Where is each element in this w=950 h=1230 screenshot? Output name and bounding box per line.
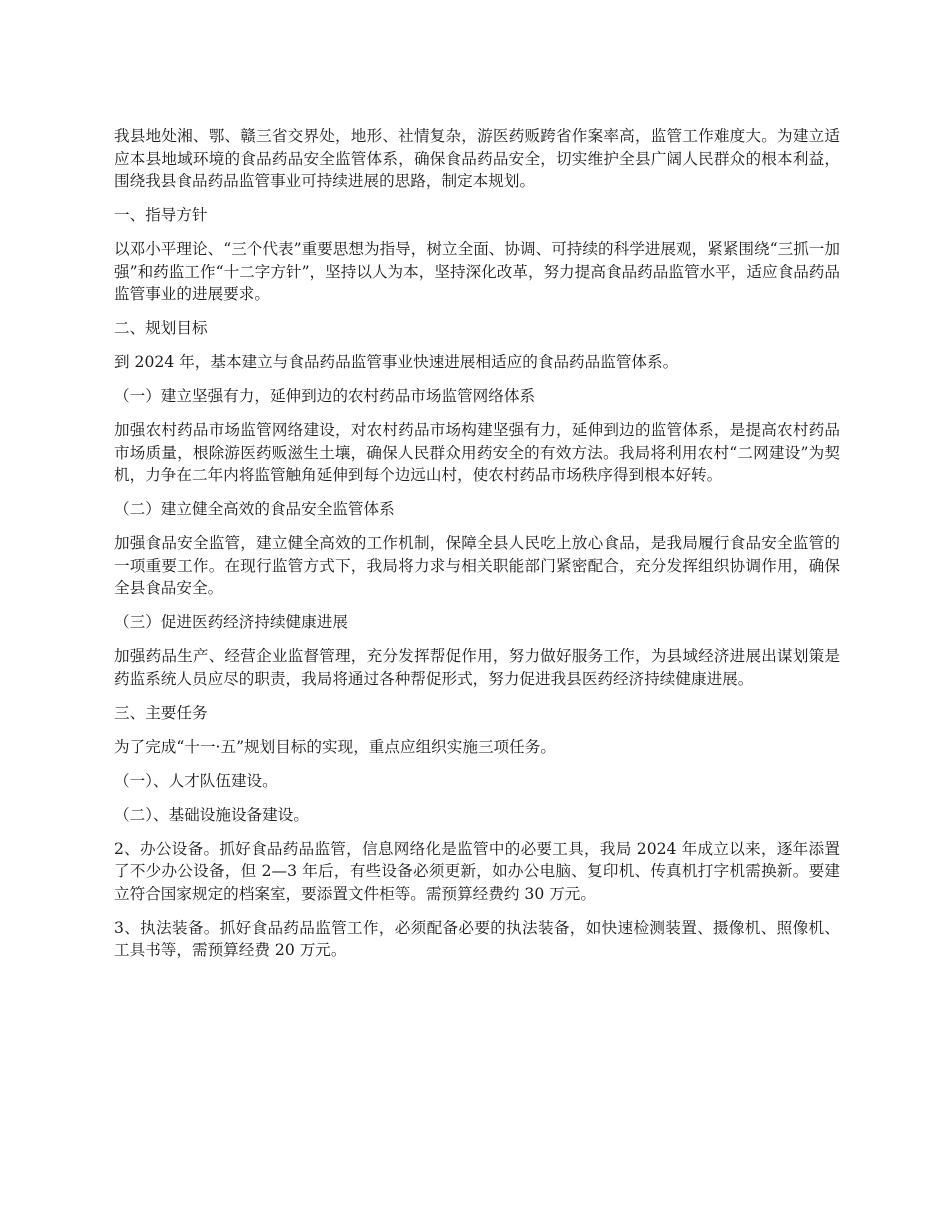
document-body [114, 125, 840, 973]
subheading-pharma-economy: （三）促进医药经济持续健康进展 [114, 613, 348, 631]
subheading-food-safety: （二）建立健全高效的食品安全监管体系 [114, 500, 395, 518]
section-heading-planning-goals: 二、规划目标 [114, 319, 208, 337]
rural-drug-market-paragraph: 加强农村药品市场监管网络建设，对农村药品市场构建坚强有力，延伸到边的监管体系，是提高农村药品市场质量，根除游医药贩滋生土壤，确保人民群众用药安全的有效方法。我局将利用农村“二网建设”为契机，力争在二年内将监管触角延伸到每个边远山村，使农村药品市场秩序得到根本好转。 [114, 421, 840, 484]
pharma-economy-paragraph: 加强药品生产、经营企业监督管理，充分发挥帮促作用，努力做好服务工作，为县域经济进展出谋划策是药监系统人员应尽的职责，我局将通过各种帮促形式，努力促进我县医药经济持续健康进展。 [114, 647, 840, 688]
section-heading-guiding-principles: 一、指导方针 [114, 206, 208, 224]
intro-paragraph: 我县地处湘、鄂、赣三省交界处，地形、社情复杂，游医药贩跨省作案率高，监管工作难度大。为建立适应本县地域环境的食品药品安全监管体系，确保食品药品安全，切实维护全县广阔人民群众的根本利益，围绕我县食品药品监管事业可持续进展的思路，制定本规划。 [114, 127, 840, 190]
main-tasks-paragraph: 为了完成“十一·五”规划目标的实现，重点应组织实施三项任务。 [114, 737, 556, 756]
office-equipment-paragraph: 2、办公设备。抓好食品药品监管，信息网络化是监管中的必要工具，我局 2024 年成立以来，逐年添置了不少办公设备，但 2—3 年后，有些设备必须更新，如办公电脑、复印机、传真机打字机需换新。要建立符合国家规定的档案室，要添置文件柜等。需预算经费约 30 万元。 [114, 839, 840, 903]
food-safety-paragraph: 加强食品安全监管，建立健全高效的工作机制，保障全县人民吃上放心食品，是我局履行食品安全监管的一项重要工作。在现行监管方式下，我局将力求与相关职能部门紧密配合，充分发挥组织协调作用，确保全县食品安全。 [114, 534, 840, 597]
planning-goals-paragraph: 到 2024 年，基本建立与食品药品监管事业快速进展相适应的食品药品监管体系。 [114, 353, 679, 371]
subheading-rural-drug-market: （一）建立坚强有力，延伸到边的农村药品市场监管网络体系 [114, 387, 536, 405]
law-enforcement-equipment-paragraph: 3、执法装备。抓好食品药品监管工作，必须配备必要的执法装备，如快速检测装置、摄像机、照像机、工具书等，需预算经费 20 万元。 [114, 918, 840, 959]
guiding-principles-paragraph: 以邓小平理论、“三个代表”重要思想为指导，树立全面、协调、可持续的科学进展观，紧紧围绕“三抓一加强”和药监工作“十二字方针”，坚持以人为本，坚持深化改革，努力提高食品药品监管水平，适应食品药品监管事业的进展要求。 [114, 240, 840, 303]
section-heading-main-tasks: 三、主要任务 [114, 703, 208, 722]
subheading-infrastructure: （二）、基础设施设备建设。 [114, 805, 309, 824]
subheading-talent-team: （一）、人才队伍建设。 [114, 771, 278, 790]
